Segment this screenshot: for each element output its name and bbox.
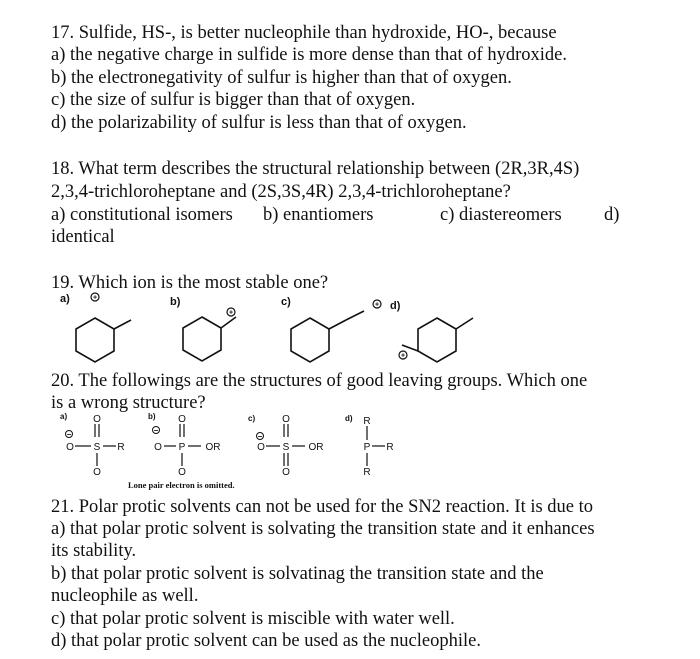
q20-label-c: c) [248, 414, 256, 423]
q17-option-d: d) the polarizability of sulfur is less than that of oxygen. [51, 113, 467, 133]
q20b-left-o: O [154, 442, 162, 453]
q18-option-d-continued: identical [51, 227, 115, 247]
q20a-bottom-o: O [93, 467, 101, 478]
q20-stem-line1: 20. The followings are the structures of good leaving groups. Which one [51, 371, 588, 391]
q20b-bottom-o: O [178, 467, 186, 478]
q20a-neg: − [66, 430, 72, 439]
q20-stem-line2: is a wrong structure? [51, 393, 206, 413]
q20c-neg: − [257, 432, 263, 441]
q20-note: Lone pair electron is omitted. [128, 480, 235, 490]
q20a-r: R [117, 442, 125, 453]
q20a-s: S [93, 442, 101, 453]
q18-option-a: a) constitutional isomers [51, 205, 233, 225]
q18-stem-line1: 18. What term describes the structural relationship between (2R,3R,4S) [51, 159, 580, 179]
q20b-neg: − [153, 426, 159, 435]
q19-stem: 19. Which ion is the most stable one? [51, 273, 329, 293]
q20d-bottom-r: R [363, 467, 371, 478]
q19-label-d: d) [390, 300, 401, 312]
q18-option-b: b) enantiomers [263, 205, 374, 225]
q21-option-c: c) that polar protic solvent is miscible with water well. [51, 609, 455, 629]
q19a-charge: + [92, 294, 98, 302]
q20b-or: OR [205, 442, 221, 453]
q19-label-a: a) [60, 293, 70, 305]
q20c-s: S [282, 442, 290, 453]
q21-option-a-line2: its stability. [51, 541, 137, 561]
q18-option-c: c) diastereomers [440, 205, 562, 225]
q17-stem: 17. Sulfide, HS-, is better nucleophile than hydroxide, HO-, because [51, 23, 557, 43]
q20c-top-o: O [282, 414, 290, 425]
q19-label-b: b) [170, 296, 181, 308]
q20-label-a: a) [60, 412, 68, 421]
q20d-p: P [363, 442, 371, 453]
q21-option-b-line1: b) that polar protic solvent is solvatinag the transition state and the [51, 564, 544, 584]
q20c-bottom-o: O [282, 467, 290, 478]
q20-label-d: d) [345, 414, 353, 423]
q18-option-d: d) [604, 205, 620, 225]
q17-option-b: b) the electronegativity of sulfur is higher than that of oxygen. [51, 68, 512, 88]
q21-option-a-line1: a) that polar protic solvent is solvating the transition state and it enhances [51, 519, 595, 539]
q20-label-b: b) [148, 412, 156, 421]
q20b-p: P [178, 442, 186, 453]
q19c-charge: + [374, 301, 380, 309]
q20c-left-o: O [257, 442, 265, 453]
q18-stem-line2: 2,3,4-trichloroheptane and (2S,3S,4R) 2,3,4-trichloroheptane? [51, 182, 511, 202]
q20d-right-r: R [386, 442, 394, 453]
q21-option-d: d) that polar protic solvent can be used as the nucleophile. [51, 631, 481, 651]
q20a-top-o: O [93, 414, 101, 425]
q20a-left-o: O [66, 442, 74, 453]
q17-option-a: a) the negative charge in sulfide is more dense than that of hydroxide. [51, 45, 567, 65]
q19d-charge: + [400, 352, 406, 360]
q19b-charge: + [228, 309, 234, 317]
q20c-or: OR [308, 442, 324, 453]
q19-label-c: c) [281, 296, 291, 308]
q20b-top-o: O [178, 414, 186, 425]
q21-option-b-line2: nucleophile as well. [51, 586, 199, 606]
q17-option-c: c) the size of sulfur is bigger than that of oxygen. [51, 90, 416, 110]
q21-stem: 21. Polar protic solvents can not be used for the SN2 reaction. It is due to [51, 497, 594, 517]
q20d-top-r: R [363, 416, 371, 427]
